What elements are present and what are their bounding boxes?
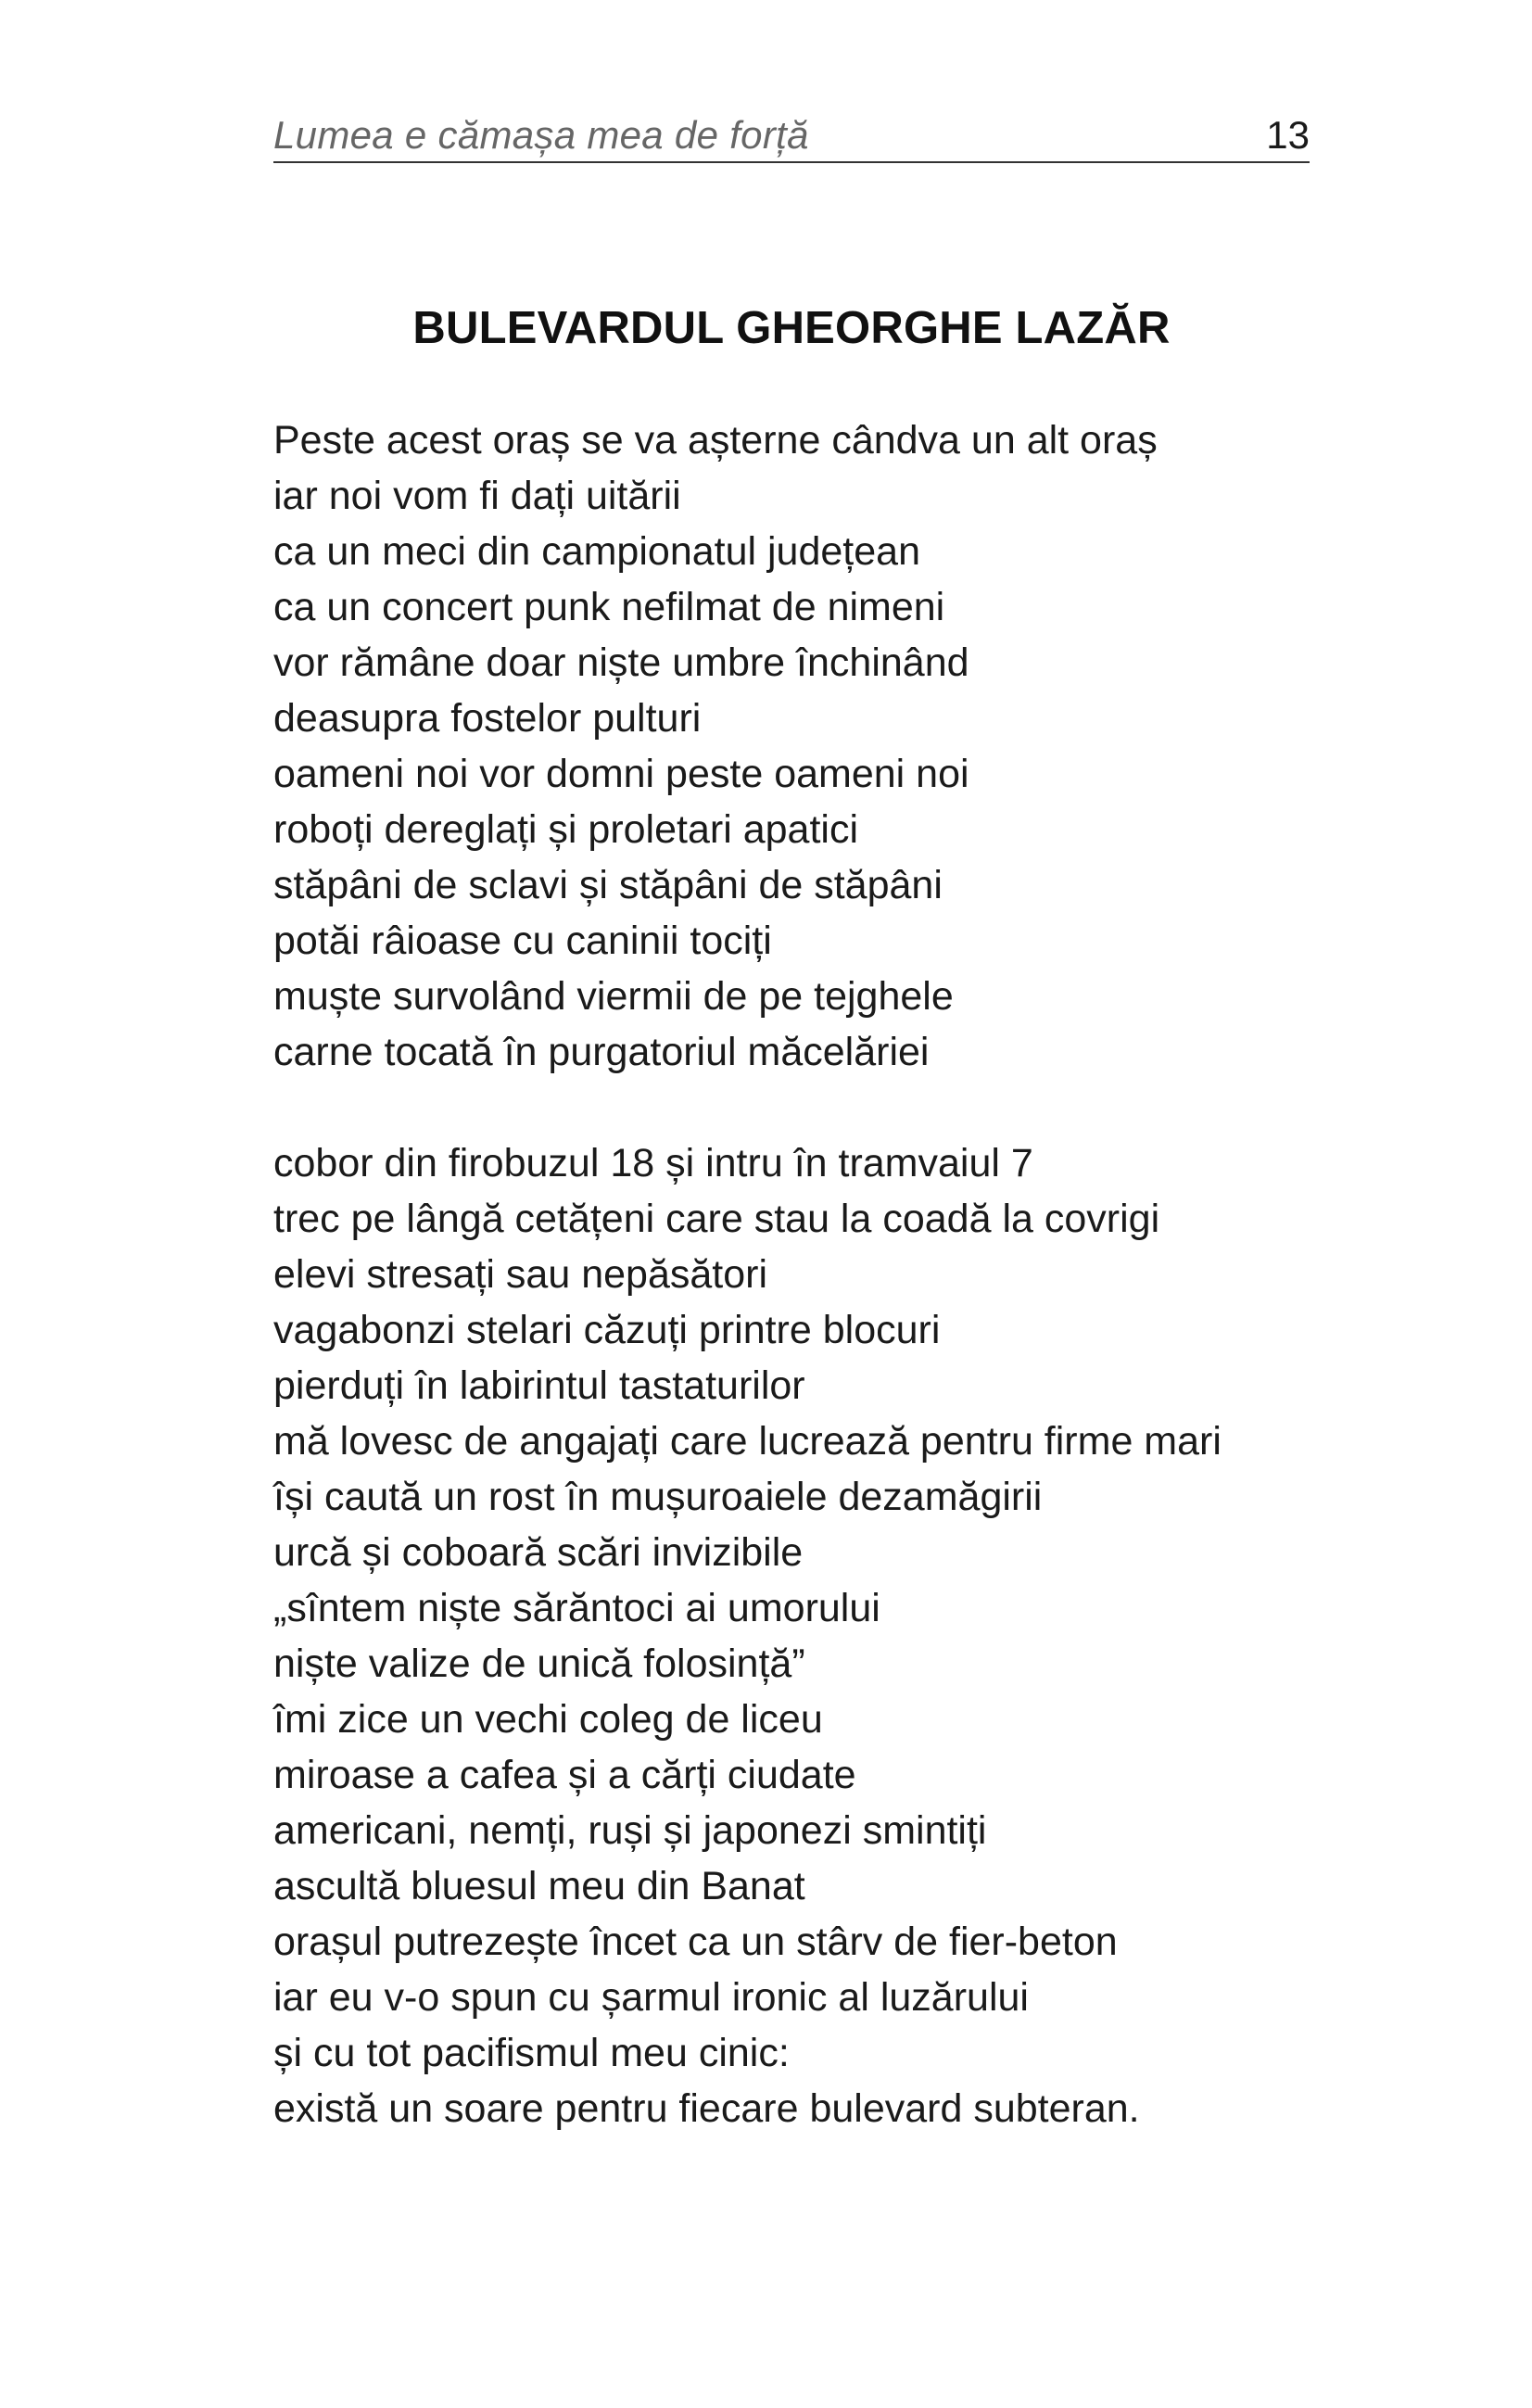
verse-line: iar eu v-o spun cu șarmul ironic al luzărului xyxy=(273,1975,1029,2020)
verse-line: americani, nemți, ruși și japonezi smintiți xyxy=(273,1808,987,1853)
verse-line: pierduți în labirintul tastaturilor xyxy=(273,1363,805,1408)
verse-line: muște survolând viermii de pe tejghele xyxy=(273,974,954,1019)
verse-line: carne tocată în purgatoriul măcelăriei xyxy=(273,1030,930,1074)
verse-line: „sîntem niște sărăntoci ai umorului xyxy=(273,1586,880,1630)
verse-line: trec pe lângă cetățeni care stau la coadă la covrigi xyxy=(273,1197,1160,1241)
verse-line: elevi stresați sau nepăsători xyxy=(273,1252,768,1297)
verse-line: niște valize de unică folosință” xyxy=(273,1641,805,1686)
stanza-2 xyxy=(273,1135,1339,2136)
verse-line: ascultă bluesul meu din Banat xyxy=(273,1864,805,1908)
poem-body xyxy=(273,412,1339,2136)
verse-line: stăpâni de sclavi și stăpâni de stăpâni xyxy=(273,863,943,907)
verse-line: există un soare pentru fiecare bulevard subteran. xyxy=(273,2086,1140,2131)
page-number: 13 xyxy=(1266,113,1310,157)
verse-line: oameni noi vor domni peste oameni noi xyxy=(273,752,969,796)
verse-line: își caută un rost în mușuroaiele dezamăgirii xyxy=(273,1475,1043,1519)
verse-line: urcă și coboară scări invizibile xyxy=(273,1530,804,1575)
verse-line: și cu tot pacifismul meu cinic: xyxy=(273,2031,790,2075)
verse-line: miroase a cafea și a cărți ciudate xyxy=(273,1753,856,1797)
verse-line: vor rămâne doar niște umbre închinând xyxy=(273,640,969,685)
verse-line: roboți dereglați și proletari apatici xyxy=(273,807,858,852)
verse-line: iar noi vom fi dați uitării xyxy=(273,474,681,518)
verse-line: ca un concert punk nefilmat de nimeni xyxy=(273,585,945,629)
verse-line: mă lovesc de angajați care lucrează pentru firme mari xyxy=(273,1419,1222,1464)
verse-line: vagabonzi stelari căzuți printre blocuri xyxy=(273,1308,941,1352)
verse-line: orașul putrezește încet ca un stârv de fier-beton xyxy=(273,1920,1118,1964)
verse-line: potăi râioase cu caninii tociți xyxy=(273,919,772,963)
running-header xyxy=(273,109,1310,163)
verse-line: Peste acest oraș se va așterne cândva un alt oraș xyxy=(273,418,1158,463)
running-header-book-title: Lumea e cămașa mea de forță xyxy=(273,113,809,157)
verse-line: îmi zice un vechi coleg de liceu xyxy=(273,1697,823,1742)
verse-line: cobor din firobuzul 18 și intru în tramvaiul 7 xyxy=(273,1141,1033,1185)
poem-title: BULEVARDUL GHEORGHE LAZĂR xyxy=(412,302,1171,353)
stanza-1 xyxy=(273,412,1339,1080)
verse-line: deasupra fostelor pulturi xyxy=(273,696,702,741)
verse-line: ca un meci din campionatul județean xyxy=(273,529,920,574)
